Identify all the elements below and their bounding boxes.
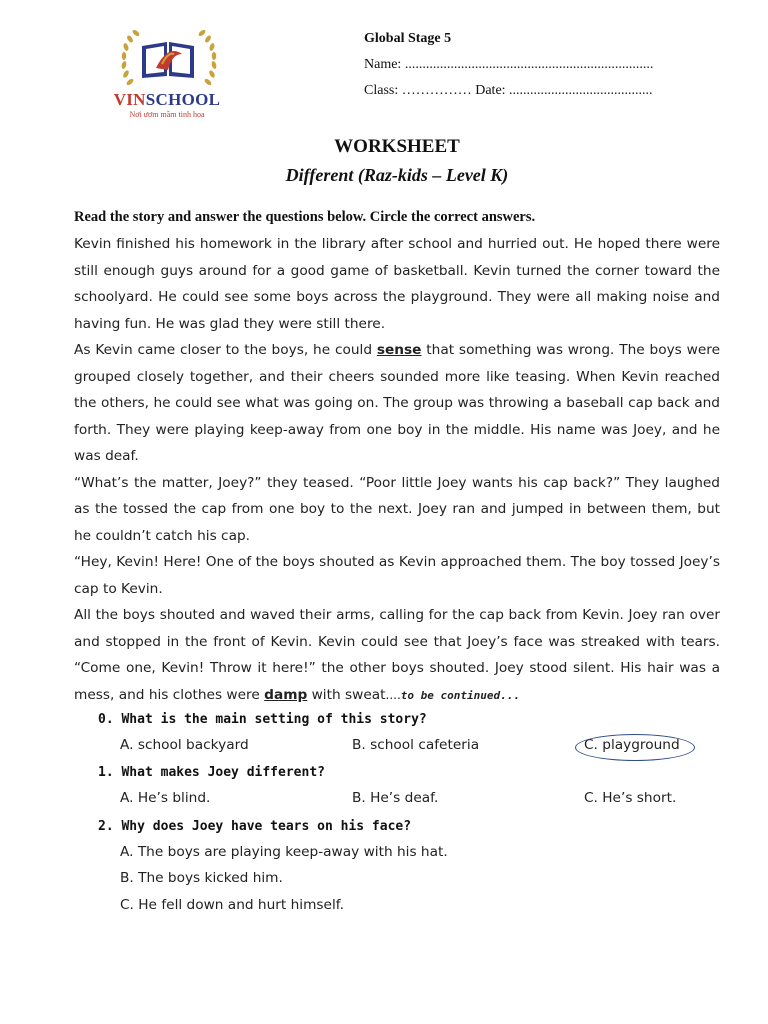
story-text <box>74 231 720 709</box>
q2-option-b[interactable]: B. The boys kicked him. <box>120 870 283 886</box>
header-info <box>364 26 653 104</box>
question-2: 2. Why does Joey have tears on his face? <box>98 819 412 834</box>
q2-option-c[interactable]: C. He fell down and hurt himself. <box>120 897 344 913</box>
q0-option-c[interactable]: C. playground <box>584 737 680 753</box>
answer-circle <box>575 734 695 761</box>
book-laurel-icon <box>104 24 230 90</box>
worksheet-subtitle: Different (Raz-kids – Level K) <box>285 165 509 185</box>
instructions: Read the story and answer the questions below. Circle the correct answers. <box>74 209 536 225</box>
q1-option-b[interactable]: B. He’s deaf. <box>352 790 439 806</box>
keyword-sense: sense <box>376 342 422 358</box>
q2-option-a[interactable]: A. The boys are playing keep-away with his hat. <box>120 844 448 860</box>
vinschool-logo <box>104 24 230 124</box>
logo-wordmark: VINSCHOOL <box>113 90 221 109</box>
q0-option-a[interactable]: A. school backyard <box>120 737 249 753</box>
story-paragraph: All the boys shouted and waved their arms, calling for the cap back from Kevin. Joey ran over and stopped in the front of Kevin. Kevin could see that Joey’s face was streaked with tears. “Come one, Kevin! Throw it here!” the other boys shouted. Joey stood silent. His hair was a mess, and his clothes were damp with sweat....to be continued... <box>74 607 720 703</box>
logo-tagline: Nơi ươm mầm tinh hoa <box>129 110 205 119</box>
story-paragraph: Kevin finished his homework in the library after school and hurried out. He hoped there were still enough guys around for a good game of basketball. Kevin turned the corner toward the schoolyard. He could see some boys across the playground. They were all making noise and having fun. He was glad they were still there. <box>74 236 720 332</box>
to-be-continued: to be continued... <box>400 688 520 702</box>
story-paragraph: As Kevin came closer to the boys, he could sense that something was wrong. The boys were grouped closely together, and their cheers sounded more like teasing. When Kevin reached the others, he could see what was going on. The group was throwing a baseball cap back and forth. They were playing keep-away from one boy in the middle. His name was Joey, and he was deaf. <box>74 342 721 464</box>
question-1: 1. What makes Joey different? <box>98 765 325 780</box>
name-field: Name: ....................................................................... <box>364 57 654 72</box>
q1-option-c[interactable]: C. He’s short. <box>584 790 677 806</box>
stage-label: Global Stage 5 <box>364 31 452 46</box>
q1-option-a[interactable]: A. He’s blind. <box>120 790 211 806</box>
q0-option-b[interactable]: B. school cafeteria <box>352 737 480 753</box>
story-paragraph: “What’s the matter, Joey?” they teased. “Poor little Joey wants his cap back?” They laughed as the tossed the cap from one boy to the next. Joey ran and jumped in between them, but he couldn’t catch his cap. <box>74 474 720 544</box>
class-date-field: Class: …………… Date: ......................................... <box>364 83 653 98</box>
story-paragraph: “Hey, Kevin! Here! One of the boys shouted as Kevin approached them. The boy tossed Joey’s cap to Kevin. <box>74 554 720 597</box>
keyword-damp: damp <box>264 686 308 703</box>
question-0: 0. What is the main setting of this story? <box>98 712 427 727</box>
worksheet-title: WORKSHEET <box>334 136 460 157</box>
